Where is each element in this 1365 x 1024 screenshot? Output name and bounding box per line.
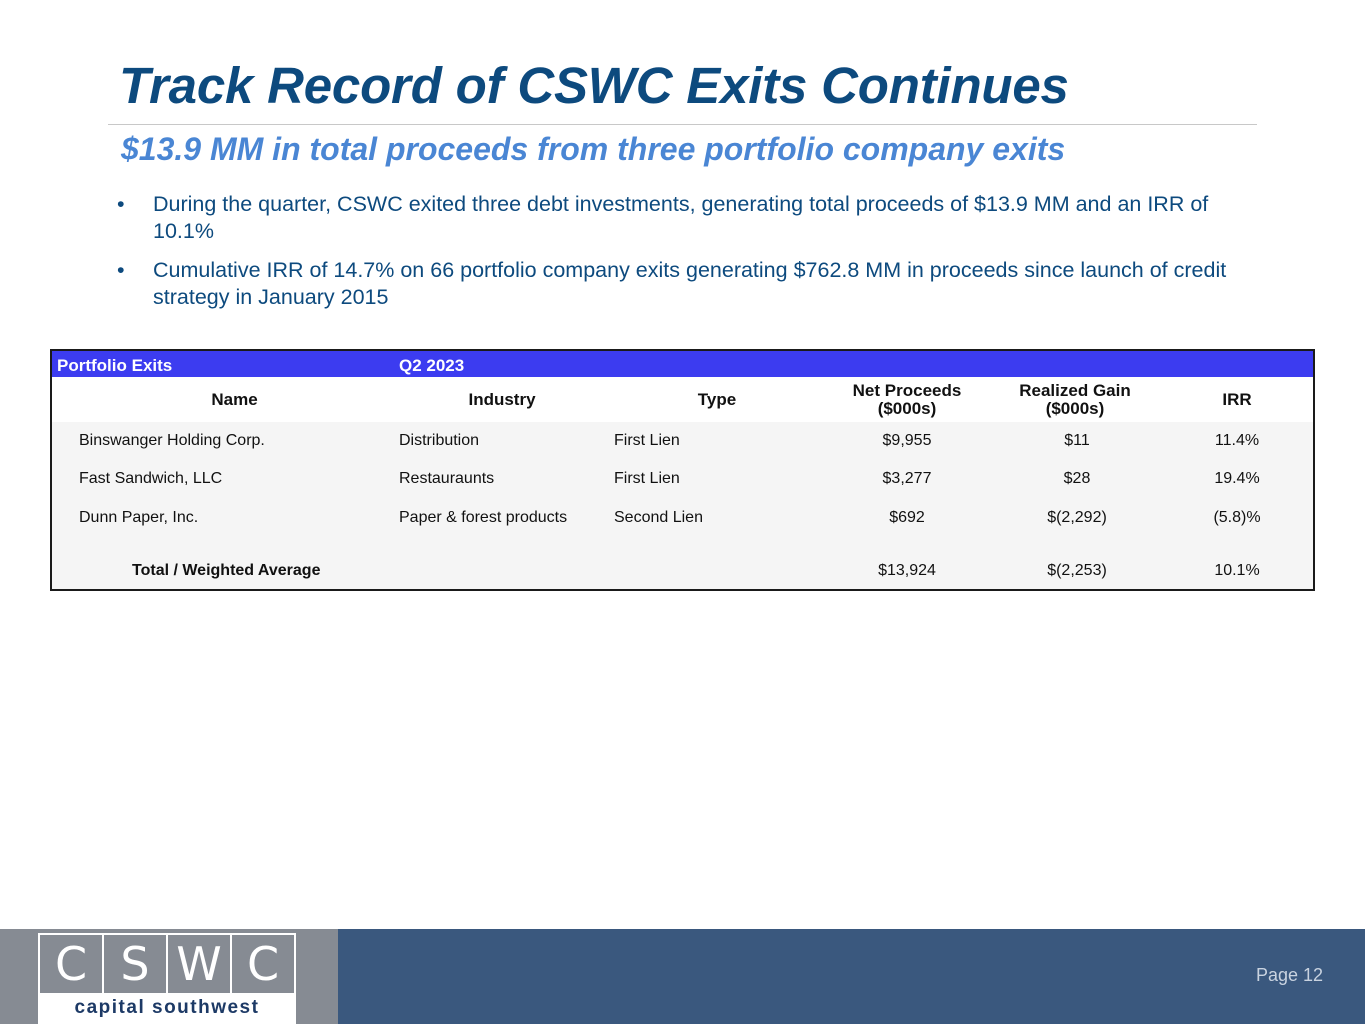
bullet-item bbox=[117, 191, 1257, 245]
column-header-realized-gain: Realized Gain ($000s) bbox=[1019, 380, 1131, 418]
cell-name: Fast Sandwich, LLC bbox=[79, 470, 223, 487]
bullet-item bbox=[117, 257, 1257, 311]
table-banner bbox=[50, 349, 1315, 379]
cell-irr: 19.4% bbox=[1214, 470, 1260, 487]
column-header-industry: Industry bbox=[468, 389, 536, 409]
table-banner-period: Q2 2023 bbox=[399, 356, 465, 375]
footer-logo-panel bbox=[0, 929, 338, 1024]
cell-realized-gain: $11 bbox=[1064, 432, 1090, 449]
footer-bar bbox=[0, 929, 1365, 1024]
cell-irr: 11.4% bbox=[1214, 432, 1260, 449]
total-label: Total / Weighted Average bbox=[132, 562, 321, 579]
column-header-name: Name bbox=[211, 389, 258, 409]
bullet-marker: • bbox=[117, 258, 125, 282]
portfolio-exits-table bbox=[50, 349, 1315, 591]
cell-net-proceeds: $692 bbox=[889, 509, 925, 526]
cell-industry: Restauraunts bbox=[399, 470, 495, 487]
table-row bbox=[52, 427, 1313, 455]
table-body bbox=[50, 422, 1315, 552]
cell-name: Binswanger Holding Corp. bbox=[79, 432, 265, 449]
table-row bbox=[52, 465, 1313, 493]
logo-letter: C bbox=[40, 935, 104, 993]
column-header-irr: IRR bbox=[1222, 389, 1252, 409]
logo-letter: W bbox=[168, 935, 232, 993]
cell-type: Second Lien bbox=[614, 509, 703, 526]
logo-letter-grid bbox=[40, 935, 294, 993]
cswc-logo bbox=[38, 933, 296, 1024]
title-divider bbox=[108, 124, 1257, 125]
slide-subtitle: $13.9 MM in total proceeds from three portfolio company exits bbox=[121, 131, 1066, 167]
cell-type: First Lien bbox=[614, 470, 680, 487]
cell-realized-gain: $(2,292) bbox=[1047, 509, 1107, 526]
cell-name: Dunn Paper, Inc. bbox=[79, 509, 199, 526]
table-banner-label: Portfolio Exits bbox=[57, 356, 173, 375]
column-header-type: Type bbox=[697, 389, 737, 409]
table-total-row bbox=[50, 550, 1315, 591]
logo-letter: S bbox=[104, 935, 168, 993]
cell-irr: (5.8)% bbox=[1213, 509, 1261, 526]
logo-tagline: capital southwest bbox=[74, 997, 260, 1018]
cell-realized-gain: $28 bbox=[1063, 470, 1091, 487]
cell-industry: Distribution bbox=[399, 432, 480, 449]
slide-title: Track Record of CSWC Exits Continues bbox=[119, 57, 1069, 114]
bullet-text: Cumulative IRR of 14.7% on 66 portfolio company exits generating $762.8 MM in proceeds since launch of credit strategy in January 2015 bbox=[153, 258, 1227, 309]
page-number: Page 12 bbox=[1255, 965, 1323, 985]
table-row bbox=[52, 504, 1313, 532]
cell-net-proceeds: $3,277 bbox=[882, 470, 932, 487]
total-irr: 10.1% bbox=[1214, 562, 1260, 579]
total-realized-gain: $(2,253) bbox=[1047, 562, 1107, 579]
bullet-list bbox=[117, 191, 1257, 323]
logo-letter: C bbox=[246, 937, 280, 991]
cell-industry: Paper & forest products bbox=[399, 509, 568, 526]
bullet-marker: • bbox=[117, 192, 125, 216]
column-header-row bbox=[50, 377, 1315, 424]
cell-type: First Lien bbox=[614, 432, 680, 449]
bullet-text: During the quarter, CSWC exited three debt investments, generating total proceeds of $13.9 MM and an IRR of 10.1% bbox=[153, 192, 1209, 243]
cell-net-proceeds: $9,955 bbox=[882, 432, 932, 449]
column-header-net-proceeds: Net Proceeds ($000s) bbox=[852, 380, 962, 418]
total-net-proceeds: $13,924 bbox=[878, 562, 936, 579]
